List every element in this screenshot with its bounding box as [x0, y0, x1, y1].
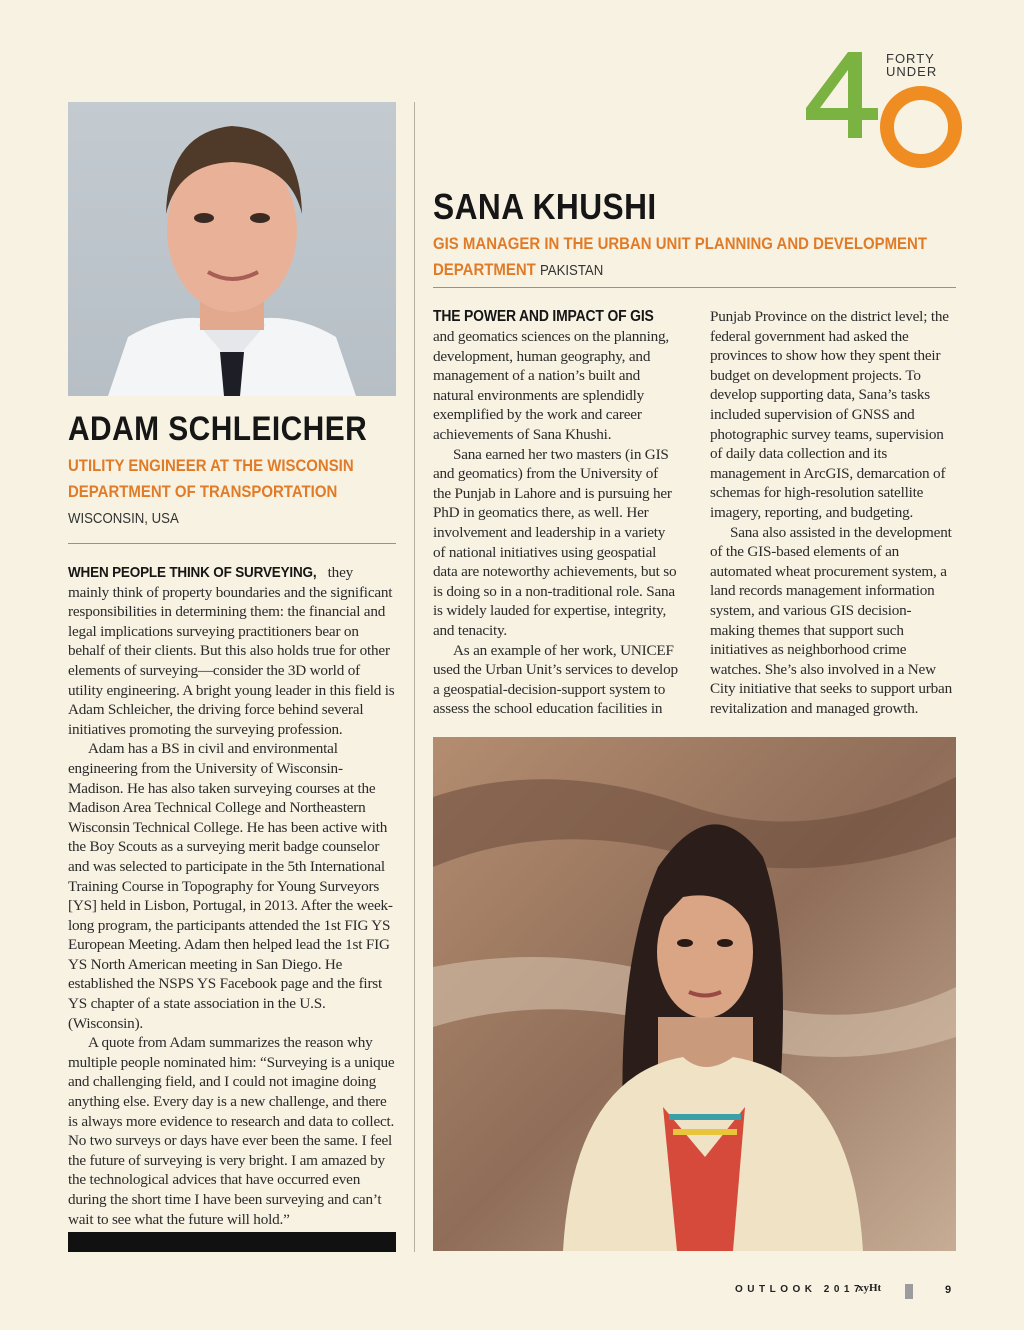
adam-name: ADAM SCHLEICHER [68, 410, 368, 448]
sana-article-body [433, 307, 955, 719]
sana-title-block [433, 231, 952, 284]
footer-brand: xyHt [858, 1282, 882, 1294]
logo-zero-ring [887, 93, 955, 161]
sana-header [433, 186, 956, 284]
forty-under-40-logo [800, 44, 970, 174]
adam-lead-in: WHEN PEOPLE THINK OF SURVEYING, [68, 564, 317, 581]
adam-header [68, 410, 398, 527]
page-number: 9 [945, 1284, 952, 1296]
sana-khushi-photo [433, 737, 956, 1251]
adam-paragraph-3: A quote from Adam summarizes the reason why multiple people nominated him: “Surveying is a unique and challenging field, and I could not imagine doing anything else. Every day is a new challenge, and there is always more evidence to research and data to collect. No two surveys or days have ever been the same. I feel the future of surveying is very bright. I am amazed by the technological advices that have occurred even during the short time I have been surveying and can’t wait to see what the future will hold.” [68, 1034, 395, 1228]
adam-paragraph-2: Adam has a BS in civil and environmental engineering from the University of Wisconsin-Madison. He has also taken surveying courses at the Madison Area Technical College and Northeastern Wisconsin Technical College. He has been active with the Boy Scouts as a surveying merit badge counselor and was selected to participate in the 5th International Training Course in Topography for Young Surveyors [YS] held in Lisbon, Portugal, in 2013. After the week-long program, the participants attended the 1st FIG YS European Meeting. Adam then helped lead the 1st FIG YS North American meeting in San Diego. He established the NSPS YS Facebook page and the first YS chapter of a state association in the U.S. (Wisconsin). [68, 740, 393, 1032]
adam-location: WISCONSIN, USA [68, 510, 179, 527]
footer-outlook: OUTLOOK 2017 [735, 1284, 865, 1295]
sana-name: SANA KHUSHI [433, 186, 657, 227]
adam-schleicher-photo [68, 102, 396, 396]
adam-paragraph-1 [68, 563, 396, 739]
sana-paragraph-1: and geomatics sciences on the planning, development, human geography, and management of a nation’s built and natural environments are splendidly exemplified by the work and career achievements of Sana Khushi. [433, 328, 669, 443]
sana-location: PAKISTAN [539, 262, 604, 279]
sana-rule [433, 287, 956, 288]
adam-p1-text: they mainly think of property boundaries and the significant responsibilities in determining them: the financial and legal implications surveying practitioners bear on behalf of their clients. But this also holds true for other elements of surveying—consider the 3D world of utility engineering. A bright young leader in this field is Adam Schleicher, the driving force behind several initiatives promoting the surveying profession. [68, 564, 395, 738]
column-divider [414, 102, 415, 1252]
adam-article-body [68, 563, 396, 1229]
adam-title: UTILITY ENGINEER AT THE WISCONSIN DEPARTMENT OF TRANSPORTATION [68, 456, 354, 501]
sana-lead-in: THE POWER AND IMPACT OF GIS [433, 308, 654, 325]
sana-paragraph-2: Sana earned her two masters (in GIS and geomatics) from the University of the Punjab in Lahore and is pursuing her PhD in geomatics there, as well. Her involvement and leadership in a variety of national initiatives using geospatial data are noteworthy achievements, but so is doing so in a non-traditional role. Sana is widely lauded for expertise, integrity, and tenacity. [433, 445, 677, 639]
sana-title: GIS MANAGER IN THE URBAN UNIT PLANNING AND DEVELOPMENT DEPARTMENT [433, 234, 927, 279]
sana-paragraph-4: Sana also assisted in the development of the GIS-based elements of an automated wheat procurement system, a land records management information system, and various GIS decision-making themes that support such initiatives as neighborhood crime watches. She’s also involved in a New City initiative that seeks to support urban revitalization and managed growth. [710, 523, 952, 717]
logo-line-forty: FORTY [886, 51, 935, 66]
logo-text [886, 52, 937, 78]
adam-rule [68, 543, 396, 544]
logo-line-under: UNDER [886, 64, 938, 79]
footer-gray-bar [905, 1284, 913, 1299]
sana-paragraph-3: As an example of her work, UNICEF used the Urban Unit’s services to develop a geospatial-decision-support system to assess the school education facilities in Punjab Province on the district level; the federal government had asked the provinces to show how they spent their budget on development projects. To develop supporting data, Sana’s tasks included supervision of GNSS and photographic survey teams, supervision of daily data collection and its management in ArcGIS, demarcation of schemas for high-resolution satellite imagery, reporting, and budgeting. [433, 308, 949, 718]
black-bar [68, 1232, 396, 1252]
